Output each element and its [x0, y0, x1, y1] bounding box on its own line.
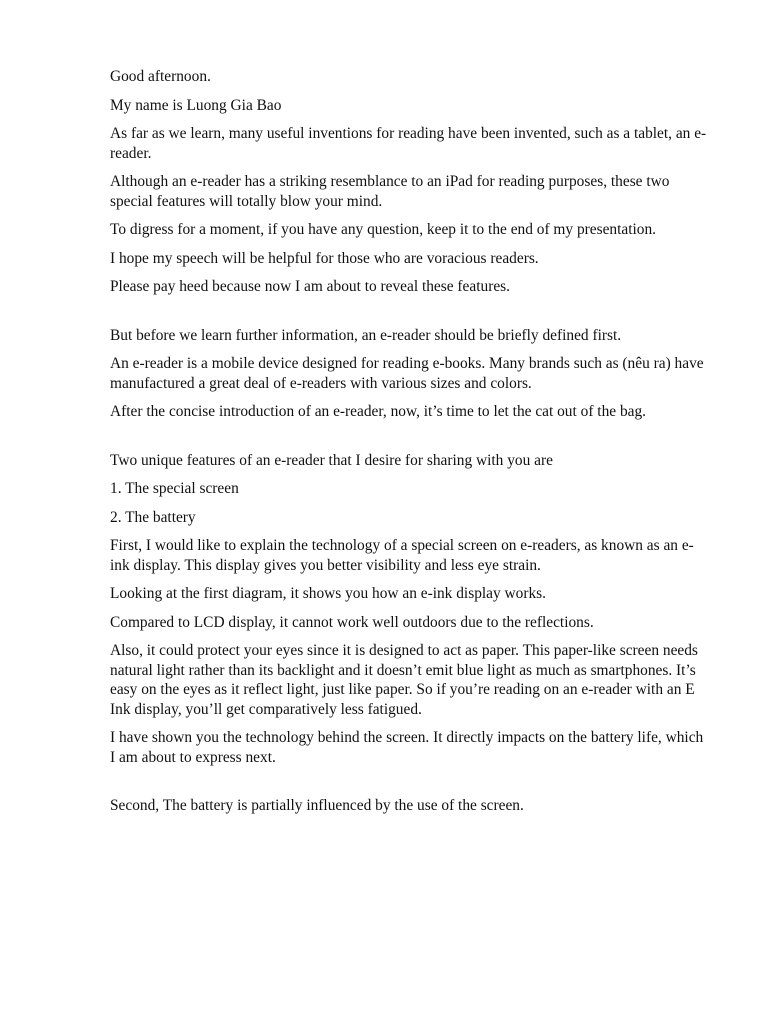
section-gap: [110, 776, 710, 796]
document-body: [110, 67, 710, 825]
eye-protection-paragraph: Also, it could protect your eyes since it is designed to act as paper. This paper-like screen needs natural light rather than its backlight and it doesn’t emit blue light as much as smartphones. It’s easy on the eyes as it reflect light, just like paper. So if you’re reading on an e-reader with an E Ink display, you’ll get comparatively less fatigued.: [110, 642, 698, 718]
pay-heed-paragraph: Please pay heed because now I am about to reveal these features.: [110, 278, 510, 295]
hope-paragraph: I hope my speech will be helpful for those who are voracious readers.: [110, 249, 539, 267]
resemblance-paragraph: Although an e-reader has a striking resemblance to an iPad for reading purposes, these two special features will totally blow your mind.: [110, 173, 670, 210]
section-gap: [110, 431, 710, 451]
screen-summary-paragraph: I have shown you the technology behind the screen. It directly impacts on the battery life, which I am about to express next.: [110, 729, 704, 766]
greeting-paragraph: Good afternoon.: [110, 68, 211, 85]
lcd-comparison-paragraph: Compared to LCD display, it cannot work well outdoors due to the reflections.: [110, 613, 594, 631]
section-gap: [110, 306, 710, 326]
name-paragraph: My name is Luong Gia Bao: [110, 96, 282, 114]
intro-paragraph: As far as we learn, many useful inventions for reading have been invented, such as a tablet, an e-reader.: [110, 125, 707, 162]
definition-paragraph: An e-reader is a mobile device designed for reading e-books. Many brands such as (nêu ra) have manufactured a great deal of e-readers with various sizes and colors.: [110, 355, 704, 392]
transition-paragraph: After the concise introduction of an e-reader, now, it’s time to let the cat out of the bag.: [110, 403, 647, 420]
diagram-paragraph: Looking at the first diagram, it shows you how an e-ink display works.: [110, 585, 547, 602]
digress-paragraph: To digress for a moment, if you have any question, keep it to the end of my presentation.: [110, 221, 657, 238]
features-intro-paragraph: Two unique features of an e-reader that I desire for sharing with you are: [110, 451, 553, 469]
screen-paragraph: First, I would like to explain the technology of a special screen on e-readers, as known as an e-ink display. This display gives you better visibility and less eye strain.: [110, 537, 694, 574]
definition-lead-paragraph: But before we learn further information, an e-reader should be briefly defined first.: [110, 326, 622, 344]
battery-paragraph: Second, The battery is partially influenced by the use of the screen.: [110, 797, 524, 814]
list-item: 1. The special screen: [110, 480, 239, 497]
list-item: 2. The battery: [110, 508, 196, 526]
